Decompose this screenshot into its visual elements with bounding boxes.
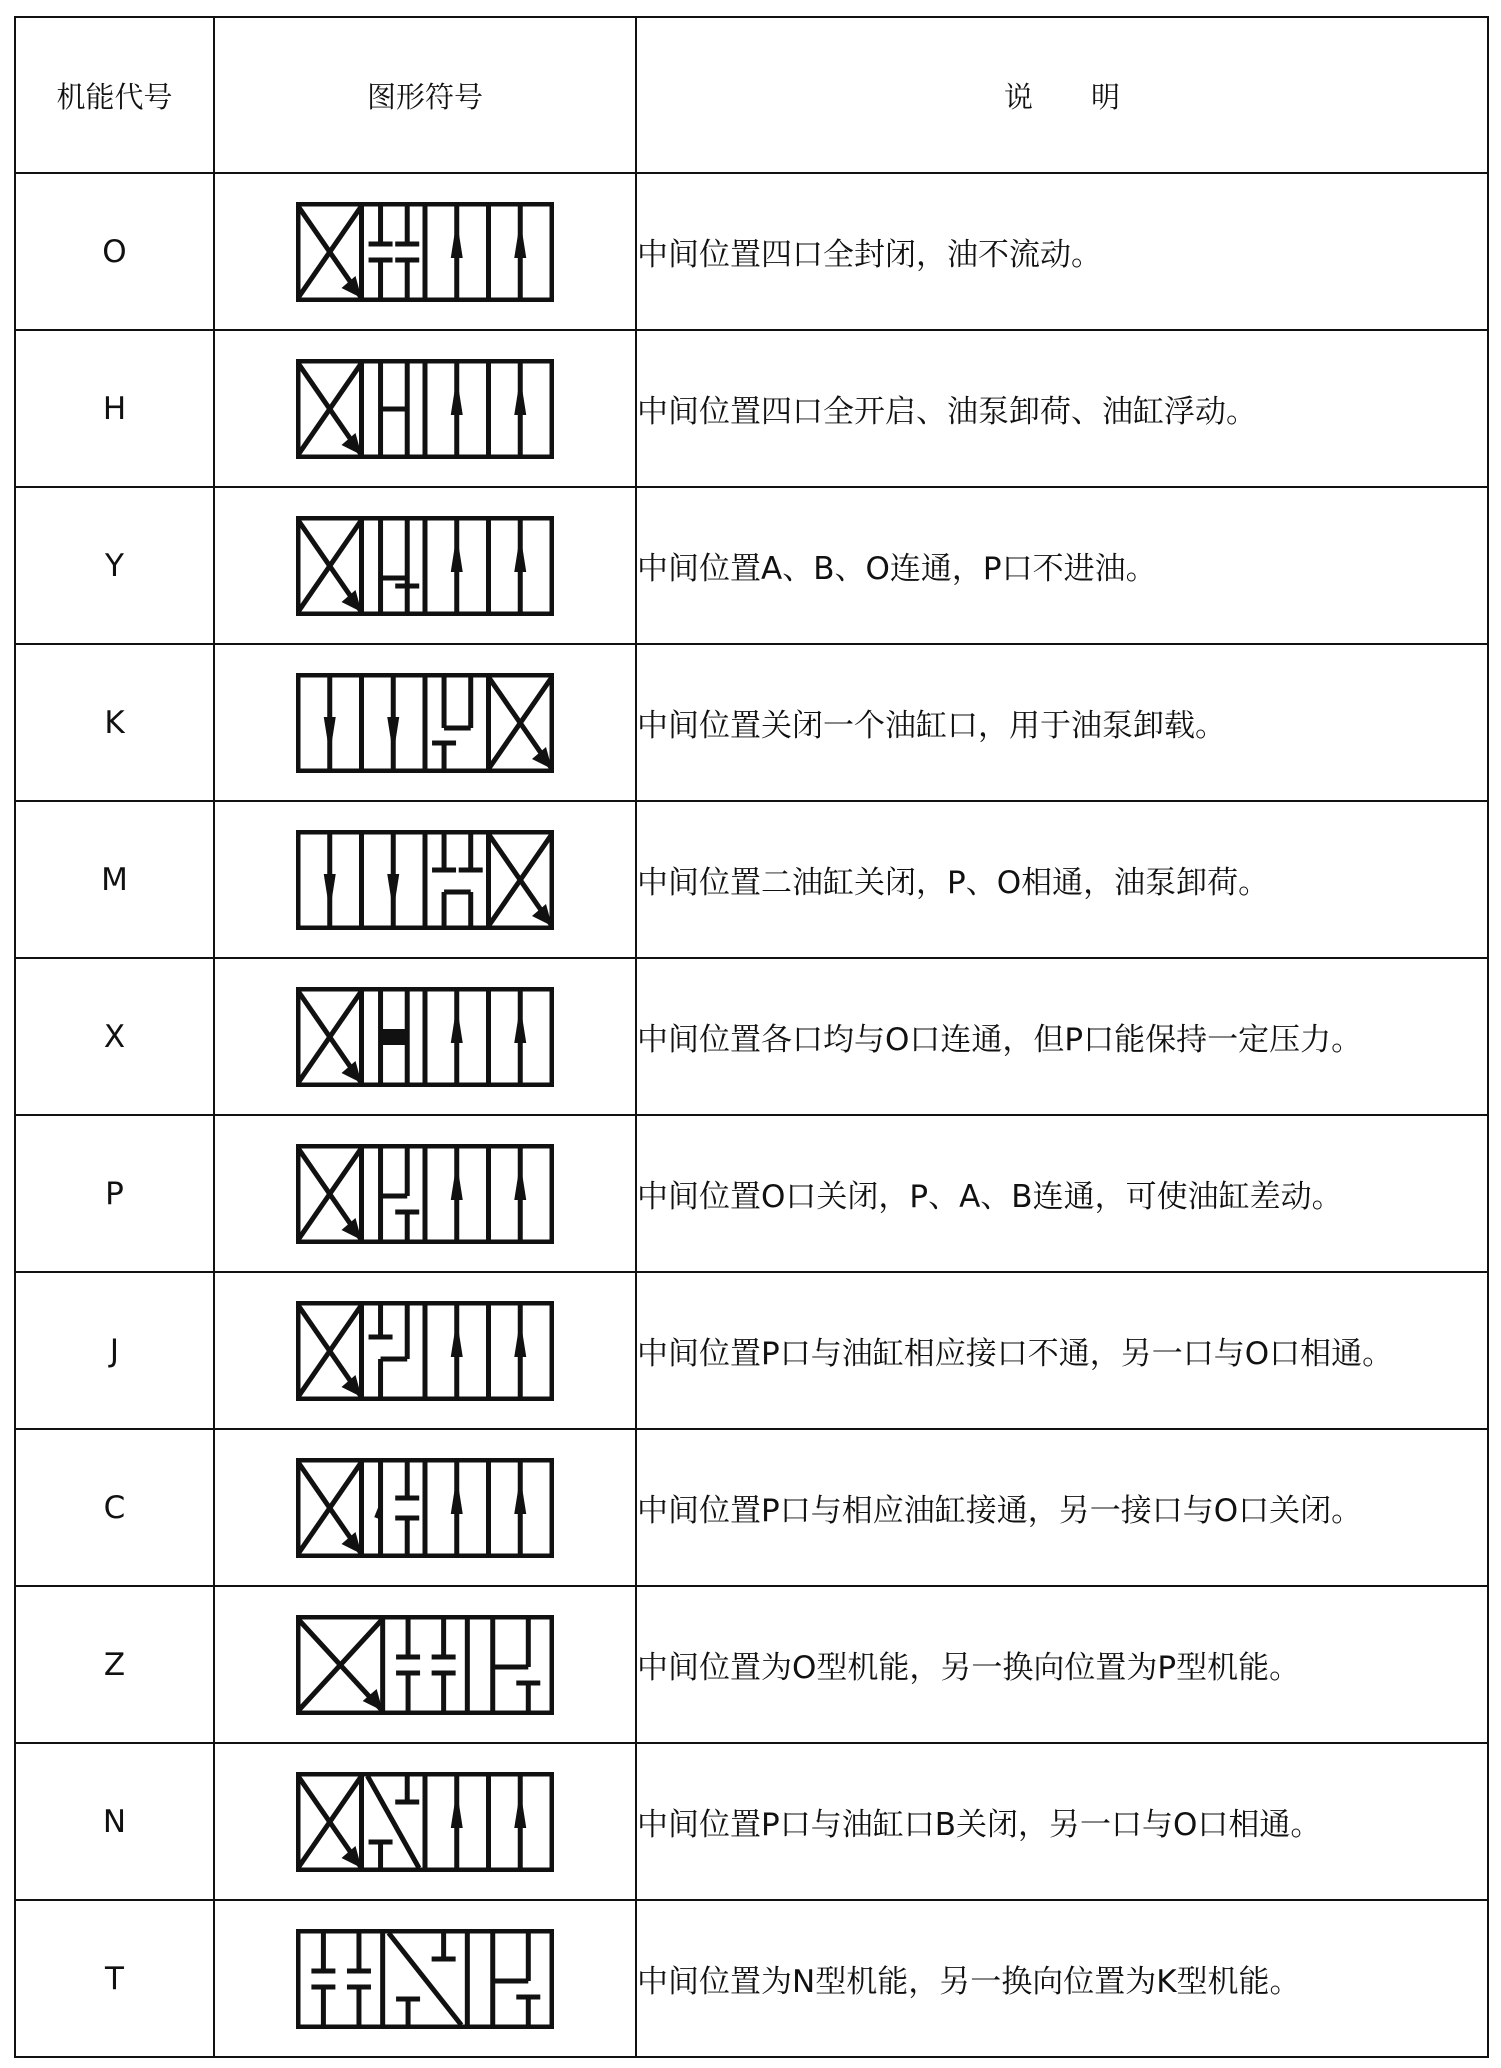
table-row — [15, 1272, 1488, 1429]
function-code: X — [15, 958, 214, 1115]
function-description: 中间位置P口与相应油缸接通，另一接口与O口关闭。 — [636, 1429, 1488, 1586]
function-code: H — [15, 330, 214, 487]
table-row — [15, 1586, 1488, 1743]
symbol-cell — [214, 1743, 636, 1900]
function-code: K — [15, 644, 214, 801]
valve-symbol-icon — [296, 1929, 554, 2029]
table-row — [15, 801, 1488, 958]
symbol-cell — [214, 173, 636, 330]
function-description: 中间位置为N型机能，另一换向位置为K型机能。 — [636, 1900, 1488, 2057]
function-table — [14, 16, 1489, 2058]
table-row — [15, 644, 1488, 801]
symbol-cell — [214, 1115, 636, 1272]
valve-symbol-icon — [296, 359, 554, 459]
symbol-cell — [214, 1586, 636, 1743]
function-description: 中间位置四口全封闭，油不流动。 — [636, 173, 1488, 330]
symbol-cell — [214, 1272, 636, 1429]
function-code: Z — [15, 1586, 214, 1743]
header-code: 机能代号 — [15, 17, 214, 173]
function-code: C — [15, 1429, 214, 1586]
function-description: 中间位置各口均与O口连通，但P口能保持一定压力。 — [636, 958, 1488, 1115]
symbol-cell — [214, 644, 636, 801]
table-row — [15, 1429, 1488, 1586]
valve-symbol-icon — [296, 202, 554, 302]
table-row — [15, 487, 1488, 644]
table-row — [15, 1115, 1488, 1272]
valve-symbol-icon — [296, 1144, 554, 1244]
function-code: M — [15, 801, 214, 958]
header-row — [15, 17, 1488, 173]
function-description: 中间位置P口与油缸相应接口不通，另一口与O口相通。 — [636, 1272, 1488, 1429]
valve-symbol-icon — [296, 1615, 554, 1715]
valve-symbol-icon — [296, 1301, 554, 1401]
valve-symbol-icon — [296, 673, 554, 773]
function-description: 中间位置关闭一个油缸口，用于油泵卸载。 — [636, 644, 1488, 801]
table-row — [15, 330, 1488, 487]
valve-symbol-icon — [296, 987, 554, 1087]
symbol-cell — [214, 487, 636, 644]
symbol-cell — [214, 1900, 636, 2057]
table-row — [15, 958, 1488, 1115]
symbol-cell — [214, 1429, 636, 1586]
function-code: T — [15, 1900, 214, 2057]
valve-symbol-icon — [296, 516, 554, 616]
function-description: 中间位置O口关闭，P、A、B连通，可使油缸差动。 — [636, 1115, 1488, 1272]
table-row — [15, 1743, 1488, 1900]
function-description: 中间位置二油缸关闭，P、O相通，油泵卸荷。 — [636, 801, 1488, 958]
function-code: O — [15, 173, 214, 330]
function-code: P — [15, 1115, 214, 1272]
symbol-cell — [214, 958, 636, 1115]
table-row — [15, 173, 1488, 330]
function-code: J — [15, 1272, 214, 1429]
function-code: N — [15, 1743, 214, 1900]
header-description: 说 明 — [636, 17, 1488, 173]
header-symbol: 图形符号 — [214, 17, 636, 173]
function-description: 中间位置为O型机能，另一换向位置为P型机能。 — [636, 1586, 1488, 1743]
function-description: 中间位置P口与油缸口B关闭，另一口与O口相通。 — [636, 1743, 1488, 1900]
symbol-cell — [214, 330, 636, 487]
symbol-cell — [214, 801, 636, 958]
valve-symbol-icon — [296, 830, 554, 930]
function-description: 中间位置四口全开启、油泵卸荷、油缸浮动。 — [636, 330, 1488, 487]
valve-symbol-icon — [296, 1458, 554, 1558]
table-row — [15, 1900, 1488, 2057]
valve-symbol-icon — [296, 1772, 554, 1872]
function-description: 中间位置A、B、O连通，P口不进油。 — [636, 487, 1488, 644]
function-code: Y — [15, 487, 214, 644]
